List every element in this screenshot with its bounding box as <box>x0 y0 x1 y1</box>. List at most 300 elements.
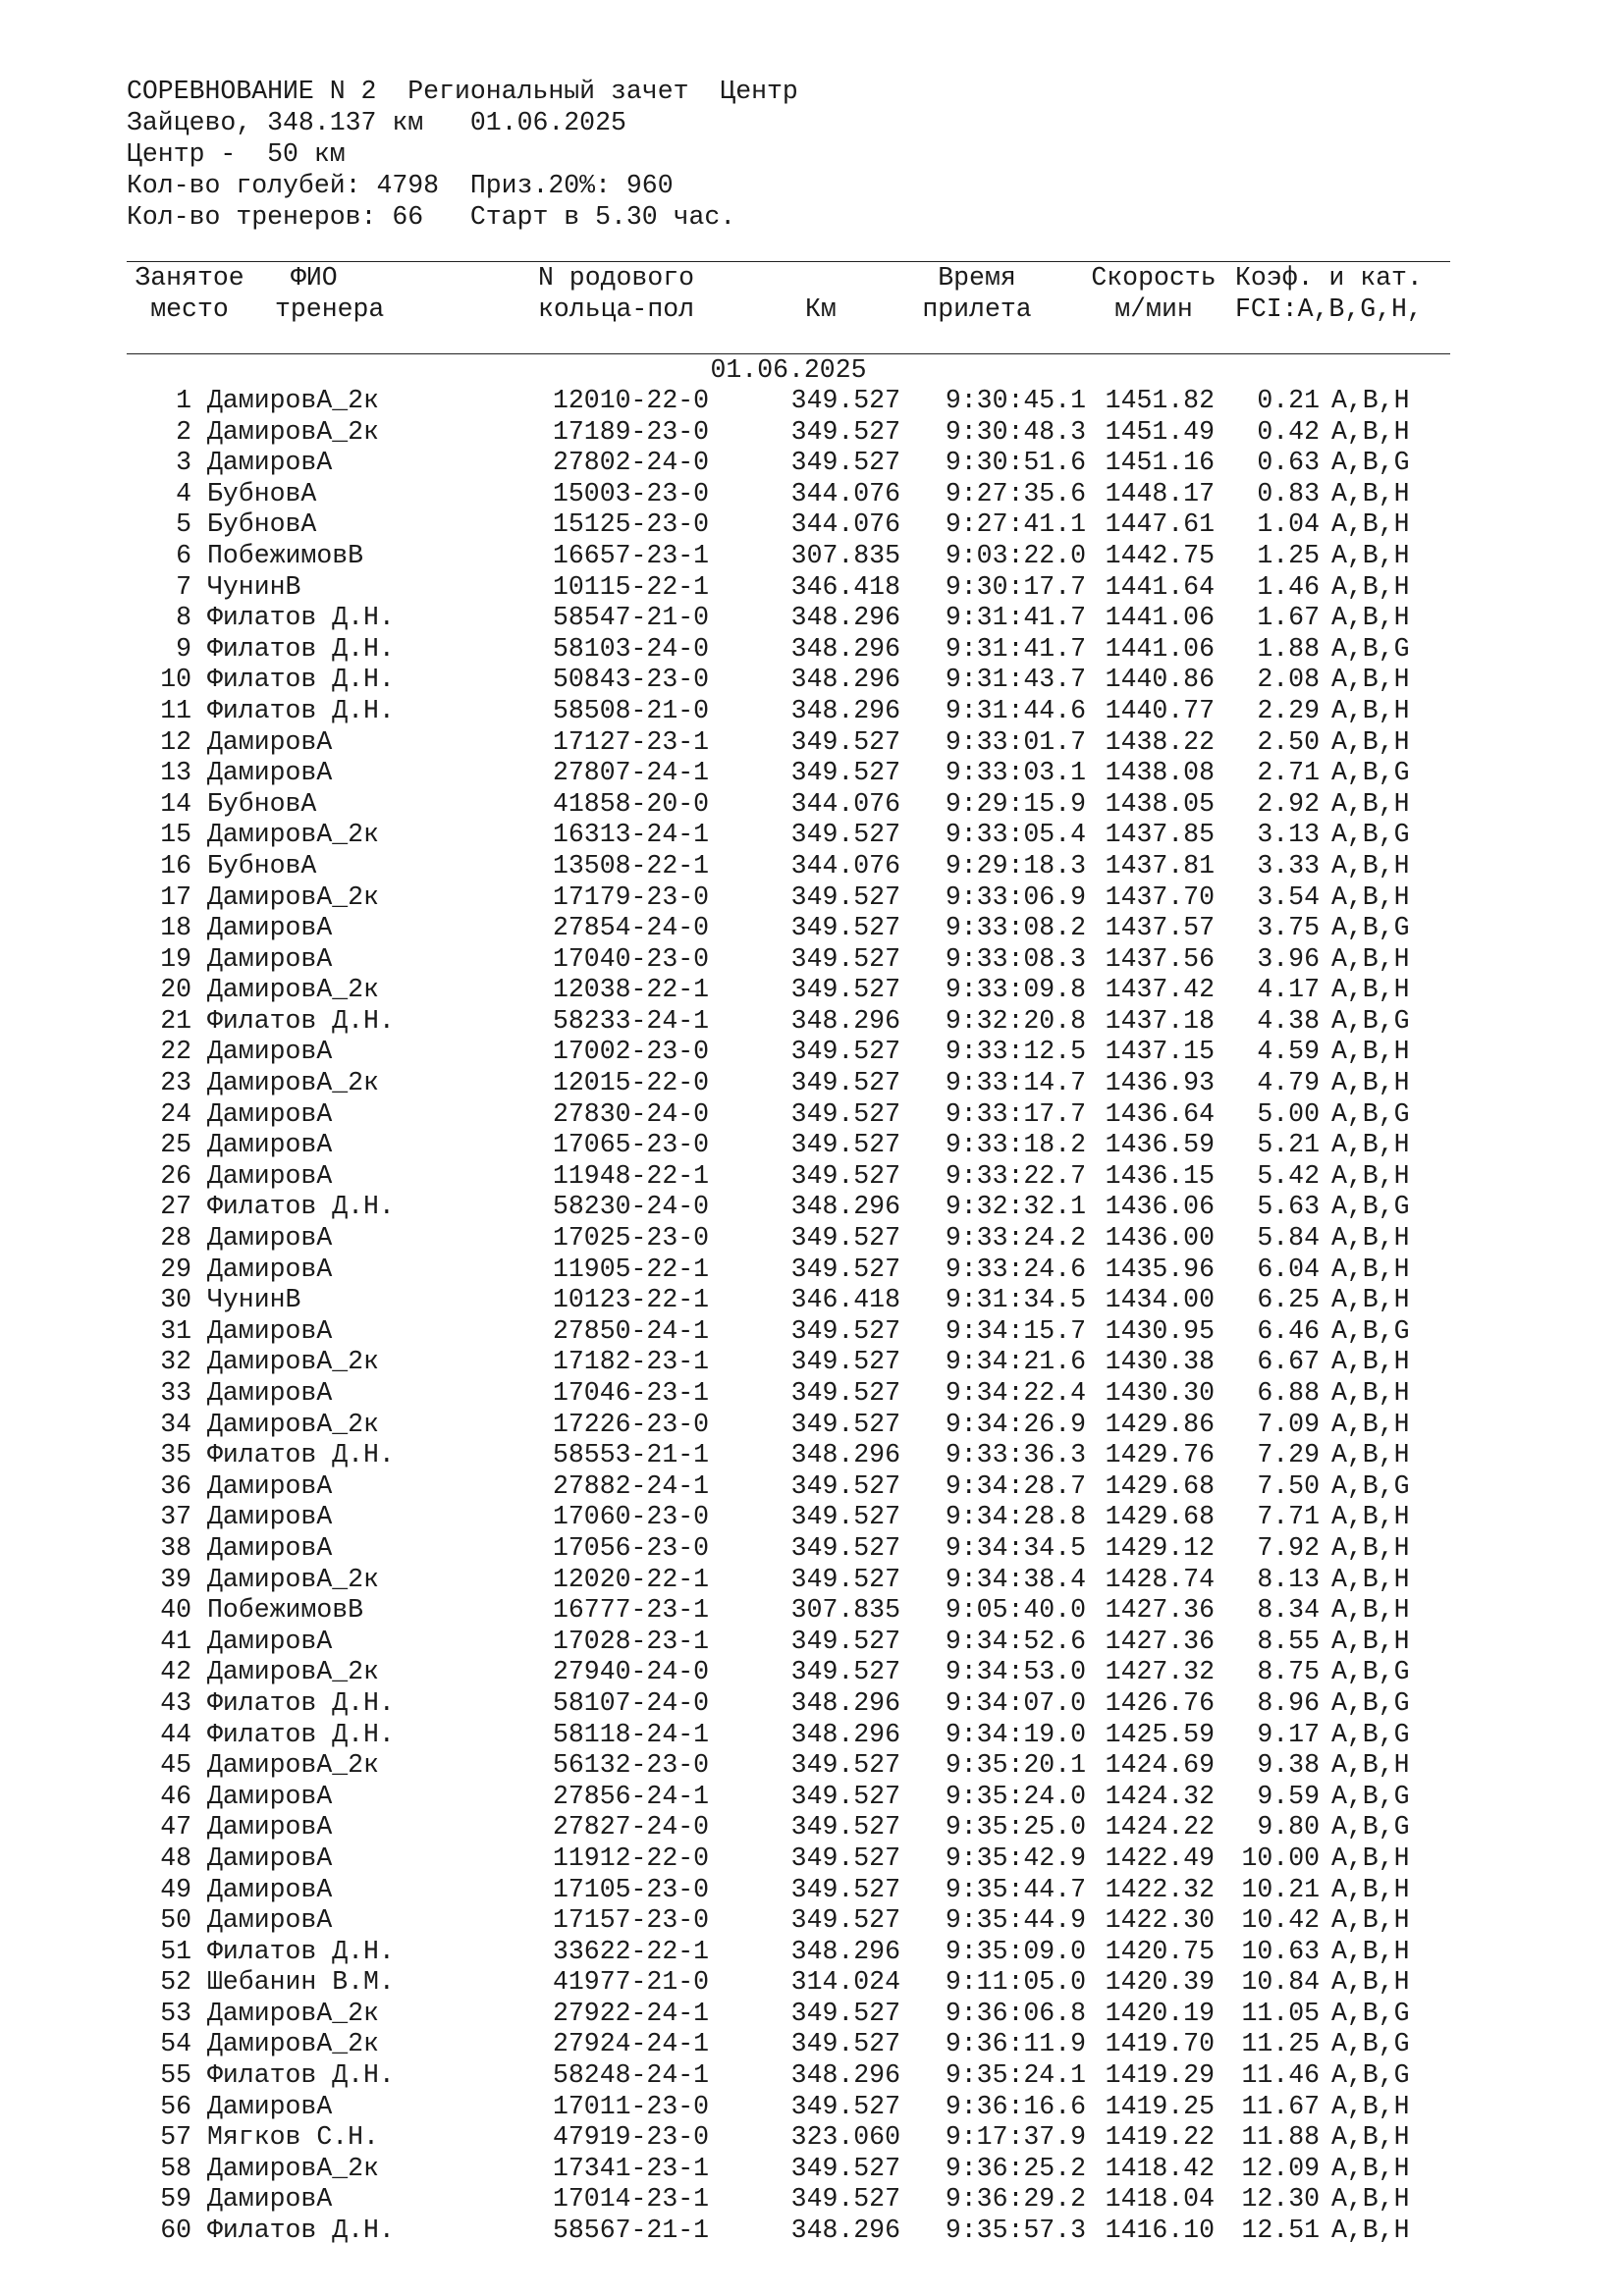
trainer-name-cell: ДамировА_2к <box>207 386 379 415</box>
trainer-name-cell: ДамировА_2к <box>207 416 379 447</box>
coefficient-cell: 12.30 <box>1241 2184 1320 2215</box>
coefficient-cell: 9.38 <box>1257 1750 1320 1781</box>
fci-category-cell: A,B,G <box>1331 1812 1410 1842</box>
table-row <box>0 2184 1624 2216</box>
trainer-name-cell: Шебанин В.М. <box>207 1967 395 1998</box>
ring-number-cell: 58107-24-0 <box>553 1687 710 1718</box>
place-cell: 56 <box>160 2091 191 2121</box>
ring-number-cell: 27940-24-0 <box>553 1657 710 1687</box>
ring-number-cell: 17157-23-0 <box>553 1905 710 1936</box>
ring-number-cell: 27807-24-1 <box>553 758 710 788</box>
ring-number-cell: 27830-24-0 <box>553 1098 710 1129</box>
fci-category-cell: A,B,H <box>1331 386 1410 415</box>
distance-km-cell: 349.527 <box>790 1223 900 1254</box>
speed-cell: 1437.85 <box>1105 820 1215 850</box>
fci-category-cell: A,B,G <box>1331 2029 1410 2059</box>
coefficient-cell: 0.63 <box>1257 448 1320 478</box>
arrival-time-cell: 9:32:20.8 <box>945 1005 1086 1036</box>
col-time-header-1: Время <box>938 263 1016 293</box>
ring-number-cell: 56132-23-0 <box>553 1750 710 1781</box>
arrival-time-cell: 9:34:38.4 <box>945 1564 1086 1594</box>
place-cell: 38 <box>160 1532 191 1563</box>
speed-cell: 1429.68 <box>1105 1502 1215 1532</box>
fci-category-cell: A,B,G <box>1331 1781 1410 1811</box>
coefficient-cell: 7.29 <box>1257 1440 1320 1470</box>
coefficient-cell: 7.09 <box>1257 1409 1320 1439</box>
place-cell: 58 <box>160 2153 191 2183</box>
table-row <box>0 1347 1624 1378</box>
coefficient-cell: 3.33 <box>1257 850 1320 881</box>
speed-cell: 1430.95 <box>1105 1315 1215 1346</box>
ring-number-cell: 58547-21-0 <box>553 603 710 633</box>
arrival-time-cell: 9:30:51.6 <box>945 448 1086 478</box>
ring-number-cell: 16777-23-1 <box>553 1595 710 1626</box>
table-row <box>0 727 1624 759</box>
place-cell: 2 <box>176 416 191 447</box>
trainer-count-info: Кол-во тренеров: 66 Старт в 5.30 час. <box>127 202 736 232</box>
ring-number-cell: 47919-23-0 <box>553 2122 710 2153</box>
fci-category-cell: A,B,G <box>1331 758 1410 788</box>
table-row <box>0 944 1624 976</box>
trainer-name-cell: Филатов Д.Н. <box>207 695 395 725</box>
arrival-time-cell: 9:33:17.7 <box>945 1098 1086 1129</box>
trainer-name-cell: Филатов Д.Н. <box>207 603 395 633</box>
trainer-name-cell: ДамировА <box>207 1812 333 1842</box>
trainer-name-cell: ДамировА <box>207 1378 333 1408</box>
table-row <box>0 1378 1624 1410</box>
speed-cell: 1424.22 <box>1105 1812 1215 1842</box>
arrival-time-cell: 9:35:24.1 <box>945 2060 1086 2091</box>
fci-category-cell: A,B,H <box>1331 1936 1410 1966</box>
coefficient-cell: 3.54 <box>1257 881 1320 912</box>
trainer-name-cell: ДамировА <box>207 1626 333 1656</box>
distance-km-cell: 348.296 <box>790 1005 900 1036</box>
center-radius-info: Центр - 50 км <box>127 139 346 169</box>
fci-category-cell: A,B,G <box>1331 2060 1410 2091</box>
place-cell: 6 <box>176 540 191 570</box>
ring-number-cell: 58553-21-1 <box>553 1440 710 1470</box>
table-row <box>0 1565 1624 1596</box>
ring-number-cell: 17060-23-0 <box>553 1502 710 1532</box>
fci-category-cell: A,B,H <box>1331 1502 1410 1532</box>
table-row <box>0 1037 1624 1068</box>
distance-km-cell: 349.527 <box>790 2153 900 2183</box>
distance-km-cell: 348.296 <box>790 633 900 664</box>
ring-number-cell: 58567-21-1 <box>553 2216 710 2246</box>
ring-number-cell: 17179-23-0 <box>553 881 710 912</box>
col-name-header-2: тренера <box>275 294 385 324</box>
table-row <box>0 1099 1624 1131</box>
fci-category-cell: A,B,H <box>1331 1626 1410 1656</box>
coefficient-cell: 10.21 <box>1241 1874 1320 1904</box>
ring-number-cell: 50843-23-0 <box>553 665 710 695</box>
trainer-name-cell: ДамировА_2к <box>207 1564 379 1594</box>
place-cell: 33 <box>160 1378 191 1408</box>
coefficient-cell: 1.67 <box>1257 603 1320 633</box>
distance-km-cell: 344.076 <box>790 850 900 881</box>
table-row <box>0 2216 1624 2247</box>
distance-km-cell: 349.527 <box>790 1842 900 1873</box>
place-cell: 45 <box>160 1750 191 1781</box>
trainer-name-cell: Филатов Д.Н. <box>207 1936 395 1966</box>
trainer-name-cell: ДамировА_2к <box>207 1998 379 2028</box>
table-row <box>0 1627 1624 1658</box>
distance-km-cell: 349.527 <box>790 1409 900 1439</box>
place-cell: 5 <box>176 509 191 540</box>
fci-category-cell: A,B,H <box>1331 1564 1410 1594</box>
trainer-name-cell: ДамировА_2к <box>207 1409 379 1439</box>
place-cell: 25 <box>160 1130 191 1160</box>
distance-km-cell: 349.527 <box>790 820 900 850</box>
fci-category-cell: A,B,H <box>1331 1223 1410 1254</box>
arrival-time-cell: 9:31:41.7 <box>945 603 1086 633</box>
table-row <box>0 1006 1624 1038</box>
fci-category-cell: A,B,H <box>1331 943 1410 974</box>
speed-cell: 1436.00 <box>1105 1223 1215 1254</box>
header-divider <box>127 353 1450 354</box>
distance-km-cell: 349.527 <box>790 1905 900 1936</box>
speed-cell: 1437.56 <box>1105 943 1215 974</box>
table-row <box>0 448 1624 479</box>
speed-cell: 1451.16 <box>1105 448 1215 478</box>
trainer-name-cell: ДамировА <box>207 1223 333 1254</box>
ring-number-cell: 10115-22-1 <box>553 571 710 602</box>
coefficient-cell: 0.42 <box>1257 416 1320 447</box>
place-cell: 14 <box>160 788 191 819</box>
table-row <box>0 882 1624 914</box>
coefficient-cell: 0.83 <box>1257 478 1320 508</box>
coefficient-cell: 3.96 <box>1257 943 1320 974</box>
speed-cell: 1422.32 <box>1105 1874 1215 1904</box>
table-row <box>0 1192 1624 1223</box>
fci-category-cell: A,B,H <box>1331 603 1410 633</box>
table-row <box>0 634 1624 666</box>
place-cell: 29 <box>160 1254 191 1284</box>
distance-km-cell: 349.527 <box>790 913 900 943</box>
ring-number-cell: 12020-22-1 <box>553 1564 710 1594</box>
coefficient-cell: 5.63 <box>1257 1192 1320 1222</box>
trainer-name-cell: Филатов Д.Н. <box>207 1192 395 1222</box>
distance-km-cell: 323.060 <box>790 2122 900 2153</box>
ring-number-cell: 11948-22-1 <box>553 1160 710 1191</box>
coefficient-cell: 1.25 <box>1257 540 1320 570</box>
speed-cell: 1451.82 <box>1105 386 1215 415</box>
distance-km-cell: 348.296 <box>790 2216 900 2246</box>
distance-km-cell: 349.527 <box>790 943 900 974</box>
distance-km-cell: 349.527 <box>790 1347 900 1377</box>
ring-number-cell: 15003-23-0 <box>553 478 710 508</box>
table-row <box>0 1812 1624 1843</box>
table-row <box>0 1223 1624 1255</box>
col-coef-header-1: Коэф. и кат. <box>1235 263 1423 293</box>
trainer-name-cell: ДамировА <box>207 1130 333 1160</box>
trainer-name-cell: Филатов Д.Н. <box>207 1719 395 1749</box>
speed-cell: 1424.69 <box>1105 1750 1215 1781</box>
trainer-name-cell: Филатов Д.Н. <box>207 2060 395 2091</box>
coefficient-cell: 1.04 <box>1257 509 1320 540</box>
distance-km-cell: 349.527 <box>790 1812 900 1842</box>
arrival-time-cell: 9:34:22.4 <box>945 1378 1086 1408</box>
trainer-name-cell: ДамировА <box>207 1160 333 1191</box>
arrival-time-cell: 9:29:18.3 <box>945 850 1086 881</box>
distance-km-cell: 344.076 <box>790 478 900 508</box>
table-row <box>0 2060 1624 2092</box>
coefficient-cell: 4.59 <box>1257 1037 1320 1067</box>
table-row <box>0 1440 1624 1471</box>
fci-category-cell: A,B,G <box>1331 633 1410 664</box>
col-time-header-2: прилета <box>922 294 1032 324</box>
place-cell: 52 <box>160 1967 191 1998</box>
coefficient-cell: 2.92 <box>1257 788 1320 819</box>
speed-cell: 1420.75 <box>1105 1936 1215 1966</box>
arrival-time-cell: 9:35:42.9 <box>945 1842 1086 1873</box>
trainer-name-cell: ДамировА <box>207 1254 333 1284</box>
ring-number-cell: 58103-24-0 <box>553 633 710 664</box>
speed-cell: 1418.04 <box>1105 2184 1215 2215</box>
distance-km-cell: 349.527 <box>790 1502 900 1532</box>
speed-cell: 1436.59 <box>1105 1130 1215 1160</box>
ring-number-cell: 17002-23-0 <box>553 1037 710 1067</box>
place-cell: 41 <box>160 1626 191 1656</box>
ring-number-cell: 58230-24-0 <box>553 1192 710 1222</box>
table-row <box>0 572 1624 604</box>
speed-cell: 1419.29 <box>1105 2060 1215 2091</box>
arrival-time-cell: 9:35:44.7 <box>945 1874 1086 1904</box>
speed-cell: 1438.05 <box>1105 788 1215 819</box>
distance-km-cell: 349.527 <box>790 1470 900 1501</box>
table-row <box>0 603 1624 634</box>
speed-cell: 1430.30 <box>1105 1378 1215 1408</box>
ring-number-cell: 12010-22-0 <box>553 386 710 415</box>
coefficient-cell: 11.88 <box>1241 2122 1320 2153</box>
table-row <box>0 1937 1624 1968</box>
trainer-name-cell: Филатов Д.Н. <box>207 665 395 695</box>
arrival-time-cell: 9:35:25.0 <box>945 1812 1086 1842</box>
col-coef-header-2: FCI:A,B,G,H, <box>1235 294 1423 324</box>
fci-category-cell: A,B,H <box>1331 416 1410 447</box>
coefficient-cell: 11.25 <box>1241 2029 1320 2059</box>
place-cell: 13 <box>160 758 191 788</box>
ring-number-cell: 17189-23-0 <box>553 416 710 447</box>
distance-km-cell: 349.527 <box>790 1378 900 1408</box>
distance-km-cell: 349.527 <box>790 1781 900 1811</box>
place-cell: 3 <box>176 448 191 478</box>
arrival-time-cell: 9:33:24.2 <box>945 1223 1086 1254</box>
arrival-time-cell: 9:34:53.0 <box>945 1657 1086 1687</box>
table-row <box>0 1130 1624 1161</box>
arrival-time-cell: 9:34:28.8 <box>945 1502 1086 1532</box>
table-row <box>0 696 1624 727</box>
speed-cell: 1429.86 <box>1105 1409 1215 1439</box>
distance-km-cell: 349.527 <box>790 881 900 912</box>
speed-cell: 1422.49 <box>1105 1842 1215 1873</box>
place-cell: 1 <box>176 386 191 415</box>
results-table <box>0 386 1624 2247</box>
trainer-name-cell: ДамировА <box>207 758 333 788</box>
fci-category-cell: A,B,G <box>1331 820 1410 850</box>
coefficient-cell: 12.09 <box>1241 2153 1320 2183</box>
speed-cell: 1429.12 <box>1105 1532 1215 1563</box>
speed-cell: 1419.22 <box>1105 2122 1215 2153</box>
place-cell: 21 <box>160 1005 191 1036</box>
trainer-name-cell: ДамировА <box>207 1502 333 1532</box>
fci-category-cell: A,B,H <box>1331 726 1410 757</box>
fci-category-cell: A,B,H <box>1331 540 1410 570</box>
speed-cell: 1437.42 <box>1105 975 1215 1005</box>
ring-number-cell: 58118-24-1 <box>553 1719 710 1749</box>
fci-category-cell: A,B,H <box>1331 1378 1410 1408</box>
table-row <box>0 417 1624 449</box>
speed-cell: 1441.06 <box>1105 633 1215 664</box>
arrival-time-cell: 9:34:07.0 <box>945 1687 1086 1718</box>
arrival-time-cell: 9:34:15.7 <box>945 1315 1086 1346</box>
distance-km-cell: 348.296 <box>790 1687 900 1718</box>
speed-cell: 1437.15 <box>1105 1037 1215 1067</box>
distance-km-cell: 349.527 <box>790 1564 900 1594</box>
coefficient-cell: 9.80 <box>1257 1812 1320 1842</box>
arrival-time-cell: 9:33:09.8 <box>945 975 1086 1005</box>
arrival-time-cell: 9:33:24.6 <box>945 1254 1086 1284</box>
fci-category-cell: A,B,H <box>1331 881 1410 912</box>
speed-cell: 1438.22 <box>1105 726 1215 757</box>
fci-category-cell: A,B,H <box>1331 1254 1410 1284</box>
distance-km-cell: 349.527 <box>790 1874 900 1904</box>
table-row <box>0 1410 1624 1441</box>
trainer-name-cell: ДамировА_2к <box>207 2153 379 2183</box>
trainer-name-cell: БубновА <box>207 478 317 508</box>
distance-km-cell: 344.076 <box>790 788 900 819</box>
coefficient-cell: 1.88 <box>1257 633 1320 664</box>
arrival-time-cell: 9:03:22.0 <box>945 540 1086 570</box>
distance-km-cell: 348.296 <box>790 1440 900 1470</box>
coefficient-cell: 8.13 <box>1257 1564 1320 1594</box>
release-point-info: Зайцево, 348.137 км 01.06.2025 <box>127 108 626 137</box>
trainer-name-cell: Мягков С.Н. <box>207 2122 379 2153</box>
col-place-header-1: Занятое <box>135 263 244 293</box>
table-row <box>0 1688 1624 1720</box>
trainer-name-cell: ДамировА <box>207 1781 333 1811</box>
fci-category-cell: A,B,H <box>1331 1595 1410 1626</box>
trainer-name-cell: ДамировА <box>207 726 333 757</box>
speed-cell: 1426.76 <box>1105 1687 1215 1718</box>
coefficient-cell: 8.75 <box>1257 1657 1320 1687</box>
speed-cell: 1440.86 <box>1105 665 1215 695</box>
trainer-name-cell: БубновА <box>207 788 317 819</box>
fci-category-cell: A,B,G <box>1331 1192 1410 1222</box>
speed-cell: 1427.32 <box>1105 1657 1215 1687</box>
place-cell: 27 <box>160 1192 191 1222</box>
place-cell: 36 <box>160 1470 191 1501</box>
fci-category-cell: A,B,H <box>1331 2216 1410 2246</box>
coefficient-cell: 8.34 <box>1257 1595 1320 1626</box>
arrival-time-cell: 9:36:25.2 <box>945 2153 1086 2183</box>
fci-category-cell: A,B,H <box>1331 975 1410 1005</box>
fci-category-cell: A,B,H <box>1331 1440 1410 1470</box>
ring-number-cell: 17046-23-1 <box>553 1378 710 1408</box>
arrival-time-cell: 9:32:32.1 <box>945 1192 1086 1222</box>
distance-km-cell: 349.527 <box>790 416 900 447</box>
ring-number-cell: 41977-21-0 <box>553 1967 710 1998</box>
arrival-time-cell: 9:33:22.7 <box>945 1160 1086 1191</box>
arrival-time-cell: 9:34:19.0 <box>945 1719 1086 1749</box>
ring-number-cell: 17056-23-0 <box>553 1532 710 1563</box>
trainer-name-cell: ДамировА_2к <box>207 1750 379 1781</box>
table-row <box>0 1471 1624 1503</box>
table-row <box>0 509 1624 541</box>
fci-category-cell: A,B,H <box>1331 788 1410 819</box>
table-row <box>0 665 1624 696</box>
arrival-time-cell: 9:33:03.1 <box>945 758 1086 788</box>
ring-number-cell: 27854-24-0 <box>553 913 710 943</box>
distance-km-cell: 346.418 <box>790 571 900 602</box>
ring-number-cell: 10123-22-1 <box>553 1285 710 1315</box>
place-cell: 10 <box>160 665 191 695</box>
coefficient-cell: 6.25 <box>1257 1285 1320 1315</box>
table-row <box>0 1905 1624 1937</box>
coefficient-cell: 9.59 <box>1257 1781 1320 1811</box>
distance-km-cell: 349.527 <box>790 1998 900 2028</box>
fci-category-cell: A,B,G <box>1331 1998 1410 2028</box>
speed-cell: 1427.36 <box>1105 1626 1215 1656</box>
arrival-time-cell: 9:36:06.8 <box>945 1998 1086 2028</box>
place-cell: 23 <box>160 1068 191 1098</box>
coefficient-cell: 5.00 <box>1257 1098 1320 1129</box>
place-cell: 16 <box>160 850 191 881</box>
ring-number-cell: 11905-22-1 <box>553 1254 710 1284</box>
distance-km-cell: 349.527 <box>790 1750 900 1781</box>
arrival-time-cell: 9:33:05.4 <box>945 820 1086 850</box>
trainer-name-cell: ДамировА <box>207 1470 333 1501</box>
place-cell: 18 <box>160 913 191 943</box>
place-cell: 42 <box>160 1657 191 1687</box>
arrival-time-cell: 9:34:26.9 <box>945 1409 1086 1439</box>
speed-cell: 1436.06 <box>1105 1192 1215 1222</box>
coefficient-cell: 2.08 <box>1257 665 1320 695</box>
fci-category-cell: A,B,H <box>1331 850 1410 881</box>
trainer-name-cell: ДамировА <box>207 2184 333 2215</box>
fci-category-cell: A,B,G <box>1331 1098 1410 1129</box>
fci-category-cell: A,B,G <box>1331 913 1410 943</box>
distance-km-cell: 349.527 <box>790 386 900 415</box>
distance-km-cell: 349.527 <box>790 1098 900 1129</box>
place-cell: 28 <box>160 1223 191 1254</box>
coefficient-cell: 5.42 <box>1257 1160 1320 1191</box>
race-date: 01.06.2025 <box>710 355 867 385</box>
ring-number-cell: 27882-24-1 <box>553 1470 710 1501</box>
table-row <box>0 1161 1624 1193</box>
trainer-name-cell: ЧунинВ <box>207 1285 301 1315</box>
trainer-name-cell: ДамировА <box>207 1315 333 1346</box>
ring-number-cell: 17028-23-1 <box>553 1626 710 1656</box>
arrival-time-cell: 9:35:24.0 <box>945 1781 1086 1811</box>
trainer-name-cell: ДамировА_2к <box>207 1657 379 1687</box>
ring-number-cell: 27827-24-0 <box>553 1812 710 1842</box>
distance-km-cell: 349.527 <box>790 1160 900 1191</box>
table-row <box>0 1967 1624 1999</box>
arrival-time-cell: 9:27:41.1 <box>945 509 1086 540</box>
col-speed-header-2: м/мин <box>1114 294 1193 324</box>
arrival-time-cell: 9:29:15.9 <box>945 788 1086 819</box>
place-cell: 54 <box>160 2029 191 2059</box>
speed-cell: 1424.32 <box>1105 1781 1215 1811</box>
coefficient-cell: 0.21 <box>1257 386 1320 415</box>
arrival-time-cell: 9:34:34.5 <box>945 1532 1086 1563</box>
trainer-name-cell: Филатов Д.Н. <box>207 1440 395 1470</box>
distance-km-cell: 348.296 <box>790 1192 900 1222</box>
speed-cell: 1420.19 <box>1105 1998 1215 2028</box>
coefficient-cell: 6.67 <box>1257 1347 1320 1377</box>
table-row <box>0 2122 1624 2154</box>
